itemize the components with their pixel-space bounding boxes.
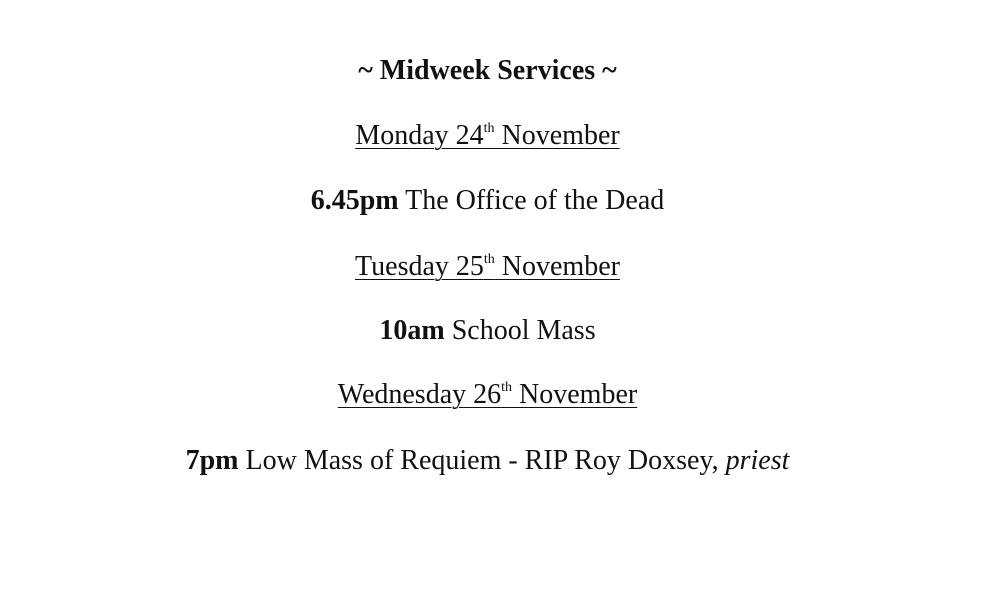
date-ordinal: th — [501, 379, 513, 395]
service-time: 7pm — [185, 445, 239, 476]
date-month: November — [494, 120, 620, 151]
page-title: ~ Midweek Services ~ — [358, 55, 617, 86]
date-heading-tuesday — [0, 250, 975, 284]
date-ordinal: th — [483, 120, 495, 136]
service-time: 6.45pm — [310, 185, 399, 216]
service-description: Low Mass of Requiem - RIP Roy Doxsey, — [238, 445, 726, 476]
date-day: Wednesday 26 — [337, 379, 502, 410]
service-description: School Mass — [444, 315, 596, 346]
date-text — [355, 120, 619, 151]
service-entry-tuesday — [0, 314, 975, 348]
service-time: 10am — [379, 315, 445, 346]
date-ordinal: th — [483, 251, 495, 267]
date-day: Monday 24 — [355, 120, 484, 151]
date-month: November — [494, 251, 620, 282]
service-entry-monday — [0, 184, 975, 218]
date-heading-wednesday — [0, 378, 975, 412]
date-text — [338, 379, 637, 410]
date-heading-monday — [0, 119, 975, 153]
service-entry-wednesday — [0, 444, 975, 478]
service-description: The Office of the Dead — [398, 185, 665, 216]
date-day: Tuesday 25 — [355, 251, 484, 282]
service-role: priest — [725, 445, 790, 476]
date-month: November — [512, 379, 638, 410]
date-text — [355, 251, 620, 282]
